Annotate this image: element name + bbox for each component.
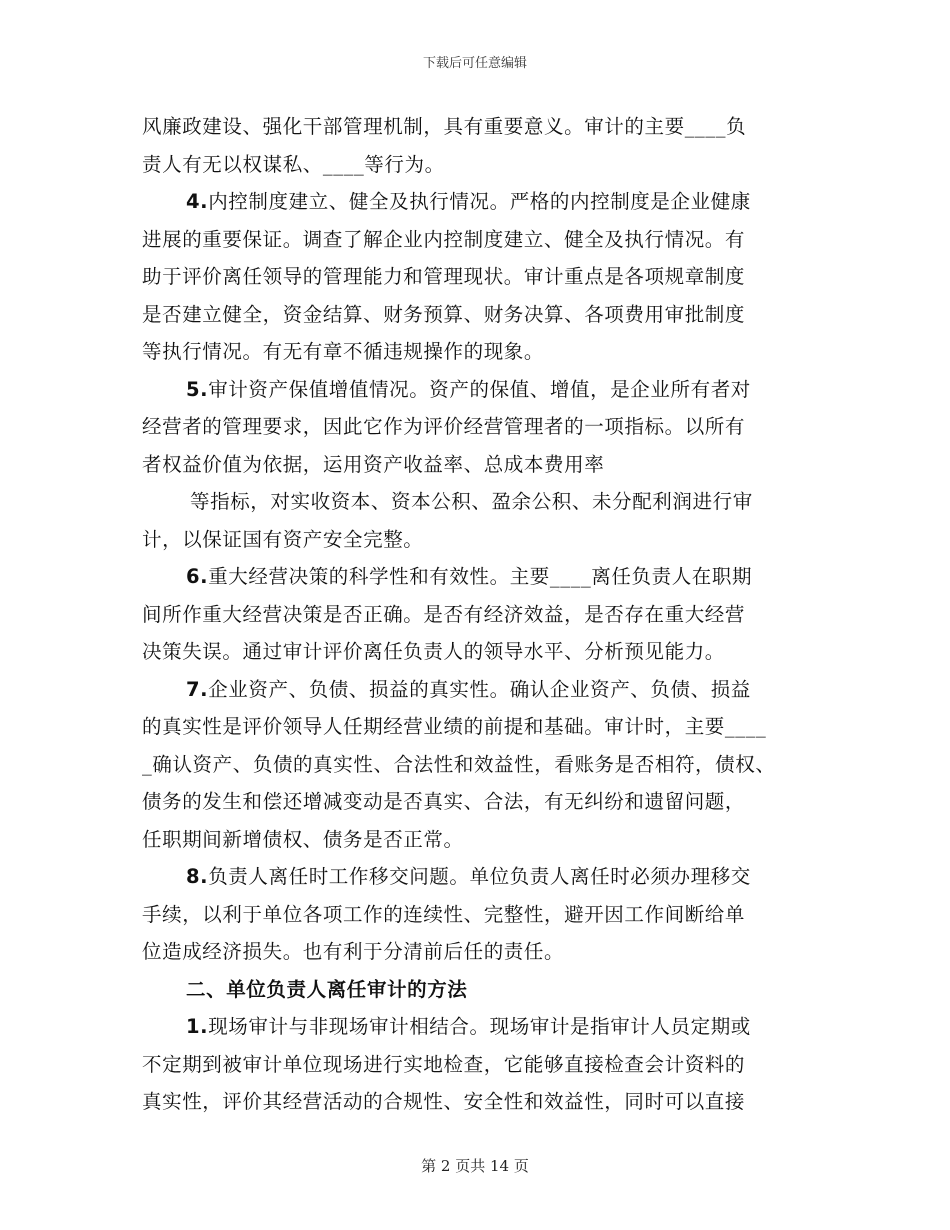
line-text: 决策失误。通过审计评价离任负责人的领导水平、分析预见能力。 bbox=[142, 640, 725, 663]
text-line bbox=[142, 558, 832, 596]
line-text: 二、单位负责人离任审计的方法 bbox=[186, 977, 468, 1001]
text-line bbox=[142, 746, 832, 784]
text-line bbox=[142, 858, 832, 896]
line-text: 企业资产、负债、损益的真实性。确认企业资产、负债、损益 bbox=[208, 677, 751, 701]
text-line bbox=[142, 446, 832, 484]
line-text: 间所作重大经营决策是否正确。是否有经济效益，是否存在重大经营 bbox=[142, 602, 746, 626]
text-line bbox=[142, 521, 832, 559]
text-line bbox=[142, 821, 832, 859]
text-line bbox=[142, 783, 832, 821]
text-line bbox=[142, 633, 832, 671]
line-text: 真实性，评价其经营活动的合规性、安全性和效益性，同时可以直接 bbox=[142, 1090, 746, 1113]
page-footer: 第 2 页共 14 页 bbox=[421, 1157, 529, 1175]
line-text: 的真实性是评价领导人任期经营业绩的前提和基础。审计时，主要____ bbox=[142, 715, 767, 738]
text-line bbox=[142, 183, 832, 221]
line-text: 任职期间新增债权、债务是否正常。 bbox=[142, 827, 464, 851]
document-body bbox=[142, 108, 832, 1121]
text-line bbox=[142, 371, 832, 409]
text-line bbox=[142, 933, 832, 971]
page-header: 下载后可任意编辑 bbox=[422, 56, 527, 71]
line-text: 不定期到被审计单位现场进行实地检查，它能够直接检查会计资料的 bbox=[142, 1052, 746, 1076]
item-number: 6. bbox=[186, 565, 209, 588]
line-text: 是否建立健全，资金结算、财务预算、财务决算、各项费用审批制度 bbox=[142, 302, 746, 326]
text-line bbox=[142, 333, 832, 371]
line-text: 经营者的管理要求，因此它作为评价经营管理者的一项指标。以所有 bbox=[142, 415, 746, 438]
text-line bbox=[142, 296, 832, 334]
text-line bbox=[142, 1083, 832, 1121]
text-line bbox=[142, 483, 832, 521]
line-text: 计，以保证国有资产安全完整。 bbox=[142, 527, 424, 551]
text-line bbox=[142, 108, 832, 146]
text-line bbox=[142, 408, 832, 446]
text-line bbox=[142, 221, 832, 259]
item-number: 5. bbox=[186, 377, 209, 401]
text-line bbox=[142, 596, 832, 634]
line-text: 手续，以利于单位各项工作的连续性、完整性，避开因工作间断给单 bbox=[142, 902, 746, 926]
item-number: 1. bbox=[186, 1015, 209, 1038]
text-line bbox=[142, 708, 832, 746]
line-text: _确认资产、负债的真实性、合法性和效益性，看账务是否相符，债权、 bbox=[142, 752, 776, 776]
line-text: 等执行情况。有无有章不循违规操作的现象。 bbox=[142, 340, 545, 363]
line-text: 进展的重要保证。调查了解企业内控制度建立、健全及执行情况。有 bbox=[142, 227, 746, 251]
text-line bbox=[142, 258, 832, 296]
line-text: 等指标，对实收资本、资本公积、盈余公积、未分配利润进行审 bbox=[190, 490, 753, 513]
line-text: 负责人离任时工作移交问题。单位负责人离任时必须办理移交 bbox=[208, 865, 751, 888]
text-line bbox=[142, 1046, 832, 1084]
item-number: 8. bbox=[186, 865, 209, 888]
text-line bbox=[142, 896, 832, 934]
text-line bbox=[142, 146, 832, 184]
line-text: 位造成经济损失。也有利于分清前后任的责任。 bbox=[142, 940, 565, 963]
line-text: 风廉政建设、强化干部管理机制，具有重要意义。审计的主要____负 bbox=[142, 115, 747, 138]
line-text: 责人有无以权谋私、____等行为。 bbox=[142, 152, 445, 176]
line-text: 助于评价离任领导的管理能力和管理现状。审计重点是各项规章制度 bbox=[142, 265, 746, 288]
line-text: 内控制度建立、健全及执行情况。严格的内控制度是企业健康 bbox=[208, 190, 751, 213]
item-number: 7. bbox=[186, 677, 209, 701]
text-line bbox=[142, 1008, 832, 1046]
line-text: 现场审计与非现场审计相结合。现场审计是指审计人员定期或 bbox=[208, 1015, 751, 1038]
text-line bbox=[142, 671, 832, 709]
item-number: 4. bbox=[186, 190, 209, 213]
line-text: 审计资产保值增值情况。资产的保值、增值，是企业所有者对 bbox=[208, 377, 751, 401]
line-text: 者权益价值为依据，运用资产收益率、总成本费用率 bbox=[142, 452, 605, 476]
section-heading bbox=[142, 971, 832, 1009]
line-text: 债务的发生和偿还增减变动是否真实、合法，有无纠纷和遗留问题， bbox=[142, 790, 746, 813]
line-text: 重大经营决策的科学性和有效性。主要____离任负责人在职期 bbox=[208, 565, 753, 588]
